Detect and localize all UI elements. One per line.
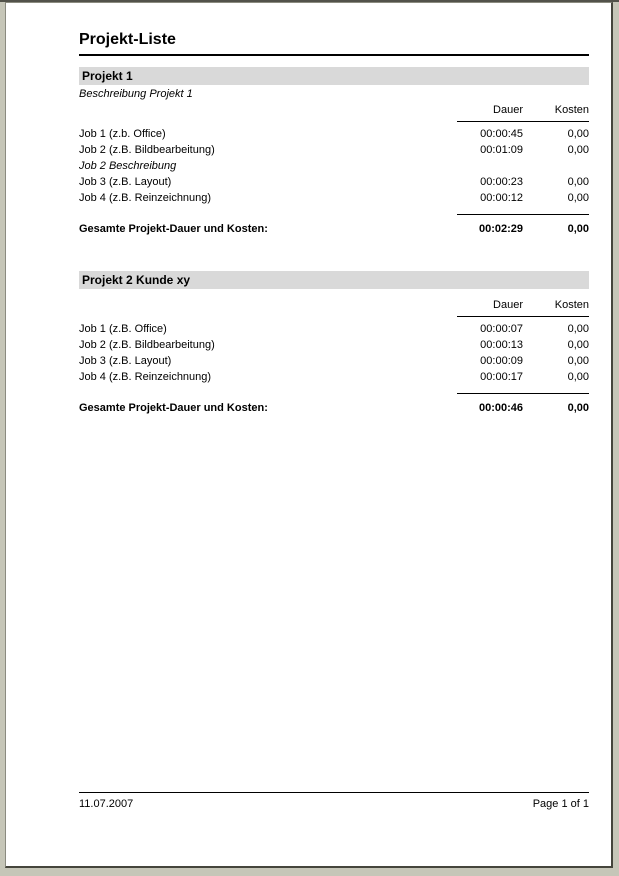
page-title: Projekt-Liste [79, 31, 176, 48]
job-rows [79, 126, 589, 206]
total-rule [457, 214, 589, 215]
job-row [79, 126, 589, 142]
job-dauer: 00:00:17 [480, 371, 523, 383]
project-name: Projekt 2 Kunde xy [82, 273, 191, 287]
job-kosten: 0,00 [567, 192, 589, 204]
total-kosten: 0,00 [567, 402, 589, 414]
column-header-rule [457, 316, 589, 317]
total-dauer: 00:02:29 [478, 223, 523, 235]
job-label: Job 2 (z.B. Bildbearbeitung) [79, 339, 215, 351]
job-kosten: 0,00 [567, 323, 589, 335]
project-total-row [79, 221, 589, 237]
column-header-dauer: Dauer [493, 104, 523, 116]
total-rule [457, 393, 589, 394]
report-page [5, 2, 613, 868]
job-label: Job 4 (z.B. Reinzeichnung) [79, 371, 212, 383]
job-kosten: 0,00 [567, 371, 589, 383]
project-header-bar [79, 271, 589, 289]
job-dauer: 00:00:07 [480, 323, 523, 335]
column-header-dauer: Dauer [493, 299, 523, 311]
column-headers [79, 299, 589, 312]
footer-date: 11.07.2007 [79, 798, 134, 810]
job-label: Job 3 (z.B. Layout) [79, 355, 172, 367]
column-header-kosten: Kosten [554, 299, 589, 311]
project-list [79, 67, 589, 416]
job-description-row [79, 158, 589, 174]
project-description: Beschreibung Projekt 1 [79, 88, 193, 100]
job-dauer: 00:00:13 [480, 339, 523, 351]
footer-page-number: Page 1 of 1 [532, 798, 589, 810]
job-kosten: 0,00 [567, 355, 589, 367]
total-label: Gesamte Projekt-Dauer und Kosten: [79, 223, 268, 235]
job-row [79, 337, 589, 353]
job-kosten: 0,00 [567, 176, 589, 188]
job-label: Job 3 (z.B. Layout) [79, 176, 172, 188]
job-description: Job 2 Beschreibung [79, 160, 177, 172]
job-dauer: 00:00:23 [480, 176, 523, 188]
job-rows [79, 321, 589, 385]
job-dauer: 00:00:09 [480, 355, 523, 367]
job-dauer: 00:00:12 [480, 192, 523, 204]
job-row [79, 174, 589, 190]
job-label: Job 4 (z.B. Reinzeichnung) [79, 192, 212, 204]
project-total-row [79, 400, 589, 416]
job-label: Job 1 (z.b. Office) [79, 128, 166, 140]
job-row [79, 190, 589, 206]
title-rule [79, 54, 589, 56]
total-kosten: 0,00 [567, 223, 589, 235]
report-content [6, 3, 611, 416]
project-section [79, 271, 589, 416]
job-label: Job 1 (z.B. Office) [79, 323, 167, 335]
job-kosten: 0,00 [567, 128, 589, 140]
job-kosten: 0,00 [567, 144, 589, 156]
job-label: Job 2 (z.B. Bildbearbeitung) [79, 144, 215, 156]
project-name: Projekt 1 [82, 69, 133, 83]
page-footer [79, 792, 589, 810]
job-dauer: 00:01:09 [480, 144, 523, 156]
project-section [79, 67, 589, 237]
job-row [79, 353, 589, 369]
project-header-bar [79, 67, 589, 85]
total-dauer: 00:00:46 [478, 402, 523, 414]
job-row [79, 369, 589, 385]
column-headers [79, 104, 589, 117]
job-row [79, 142, 589, 158]
column-header-kosten: Kosten [554, 104, 589, 116]
job-dauer: 00:00:45 [480, 128, 523, 140]
total-label: Gesamte Projekt-Dauer und Kosten: [79, 402, 268, 414]
job-kosten: 0,00 [567, 339, 589, 351]
job-row [79, 321, 589, 337]
column-header-rule [457, 121, 589, 122]
